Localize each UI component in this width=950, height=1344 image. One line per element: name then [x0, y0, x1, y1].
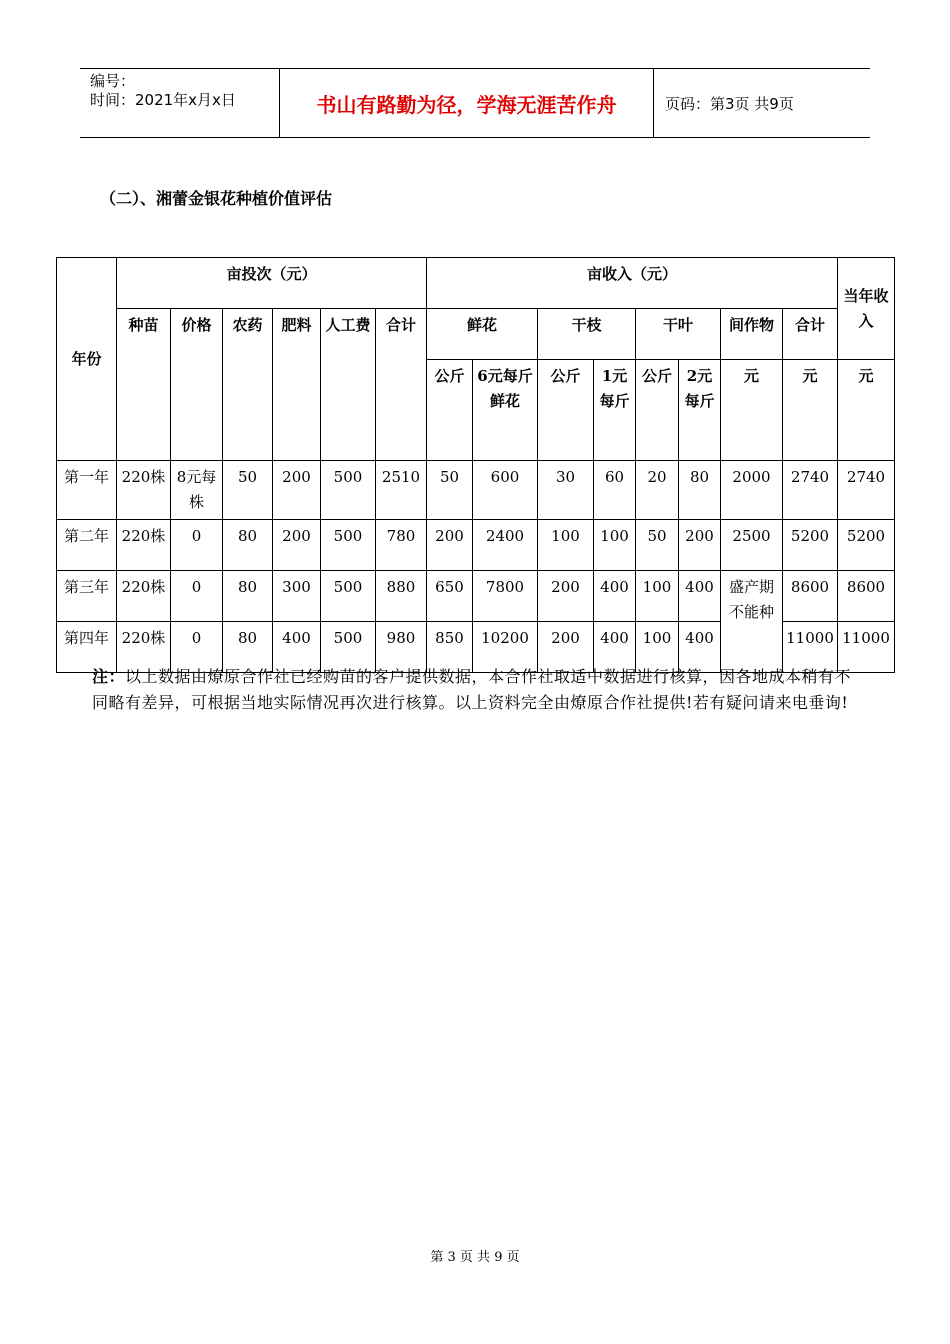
invest-col-header: 肥料	[273, 309, 321, 461]
seedling-cell: 220株	[117, 461, 171, 520]
page-footer: 第 3 页 共 9 页	[430, 1250, 520, 1265]
leaf-kg-cell: 50	[636, 520, 679, 571]
labor-cell: 500	[321, 461, 376, 520]
leaf-value-cell: 400	[679, 571, 721, 622]
branch-kg-cell: 200	[538, 622, 594, 673]
branch-value-cell: 400	[594, 571, 636, 622]
note-text: 以上数据由燎原合作社已经购苗的客户提供数据，本合作社取适中数据进行核算，因各地成本稍有不同略有差异，可根据当地实际情况再次进行核算。以上资料完全由燎原合作社提供!若有疑问请来电垂询!	[92, 667, 852, 712]
unit-cell: 1元每斤	[594, 360, 636, 461]
fresh-value-cell: 7800	[473, 571, 538, 622]
income-other-header: 合计	[783, 309, 838, 360]
unit-cell: 6元每斤鲜花	[473, 360, 538, 461]
leaf-kg-cell: 100	[636, 622, 679, 673]
unit-cell: 元	[783, 360, 838, 461]
seedling-cell: 220株	[117, 622, 171, 673]
intercrop-cell: 2500	[721, 520, 783, 571]
branch-value-cell: 100	[594, 520, 636, 571]
income-total-cell: 2740	[783, 461, 838, 520]
leaf-kg-cell: 20	[636, 461, 679, 520]
intercrop-cell: 2000	[721, 461, 783, 520]
invest-col-header: 合计	[376, 309, 427, 461]
income-total-cell: 8600	[783, 571, 838, 622]
income-group-header: 干枝	[538, 309, 636, 360]
invest-total-cell: 780	[376, 520, 427, 571]
branch-kg-cell: 30	[538, 461, 594, 520]
header-meta	[80, 69, 280, 137]
date-label: 时间：2021年x月x日	[90, 91, 236, 109]
invest-col-header: 农药	[223, 309, 273, 461]
annual-income-header: 当年收入	[838, 258, 895, 360]
table-row	[57, 520, 895, 571]
fresh-kg-cell: 650	[427, 571, 473, 622]
income-group-header: 干叶	[636, 309, 721, 360]
income-other-header: 间作物	[721, 309, 783, 360]
invest-total-cell: 880	[376, 571, 427, 622]
document-header	[80, 68, 870, 138]
labor-cell: 500	[321, 520, 376, 571]
valuation-table	[56, 257, 895, 673]
unit-cell: 元	[721, 360, 783, 461]
footnote	[92, 664, 862, 716]
income-total-cell: 11000	[783, 622, 838, 673]
annual-income-cell: 8600	[838, 571, 895, 622]
price-cell: 0	[171, 622, 223, 673]
leaf-value-cell: 400	[679, 622, 721, 673]
fresh-kg-cell: 200	[427, 520, 473, 571]
unit-cell: 公斤	[427, 360, 473, 461]
year-cell: 第三年	[57, 571, 117, 622]
branch-kg-cell: 200	[538, 571, 594, 622]
pesticide-cell: 50	[223, 461, 273, 520]
branch-value-cell: 400	[594, 622, 636, 673]
fertilizer-cell: 300	[273, 571, 321, 622]
seedling-cell: 220株	[117, 571, 171, 622]
header-motto: 书山有路勤为径，学海无涯苦作舟	[280, 69, 654, 137]
fertilizer-cell: 400	[273, 622, 321, 673]
invest-header: 亩投次（元）	[117, 258, 427, 309]
leaf-value-cell: 80	[679, 461, 721, 520]
fresh-kg-cell: 50	[427, 461, 473, 520]
year-cell: 第四年	[57, 622, 117, 673]
table-row	[57, 461, 895, 520]
fresh-value-cell: 600	[473, 461, 538, 520]
fresh-value-cell: 10200	[473, 622, 538, 673]
seedling-cell: 220株	[117, 520, 171, 571]
leaf-kg-cell: 100	[636, 571, 679, 622]
unit-cell: 公斤	[636, 360, 679, 461]
income-total-cell: 5200	[783, 520, 838, 571]
year-header: 年份	[57, 258, 117, 461]
fresh-kg-cell: 850	[427, 622, 473, 673]
leaf-value-cell: 200	[679, 520, 721, 571]
pesticide-cell: 80	[223, 520, 273, 571]
annual-income-cell: 5200	[838, 520, 895, 571]
note-label: 注：	[92, 667, 126, 686]
income-header: 亩收入（元）	[427, 258, 838, 309]
year-cell: 第一年	[57, 461, 117, 520]
pesticide-cell: 80	[223, 622, 273, 673]
labor-cell: 500	[321, 622, 376, 673]
unit-cell: 2元每斤	[679, 360, 721, 461]
price-cell: 8元每株	[171, 461, 223, 520]
unit-cell: 元	[838, 360, 895, 461]
unit-cell: 公斤	[538, 360, 594, 461]
invest-total-cell: 2510	[376, 461, 427, 520]
branch-value-cell: 60	[594, 461, 636, 520]
fertilizer-cell: 200	[273, 461, 321, 520]
section-title: （二）、湘蕾金银花种植价值评估	[100, 189, 333, 208]
fertilizer-cell: 200	[273, 520, 321, 571]
branch-kg-cell: 100	[538, 520, 594, 571]
invest-total-cell: 980	[376, 622, 427, 673]
header-page-label: 页码：第3页 共9页	[665, 94, 794, 113]
number-label: 编号：	[90, 72, 136, 90]
labor-cell: 500	[321, 571, 376, 622]
pesticide-cell: 80	[223, 571, 273, 622]
intercrop-cell: 盛产期不能种	[721, 571, 783, 673]
year-cell: 第二年	[57, 520, 117, 571]
price-cell: 0	[171, 571, 223, 622]
fresh-value-cell: 2400	[473, 520, 538, 571]
invest-col-header: 种苗	[117, 309, 171, 461]
annual-income-cell: 11000	[838, 622, 895, 673]
income-group-header: 鲜花	[427, 309, 538, 360]
price-cell: 0	[171, 520, 223, 571]
annual-income-cell: 2740	[838, 461, 895, 520]
invest-col-header: 价格	[171, 309, 223, 461]
table-row	[57, 571, 895, 622]
invest-col-header: 人工费	[321, 309, 376, 461]
